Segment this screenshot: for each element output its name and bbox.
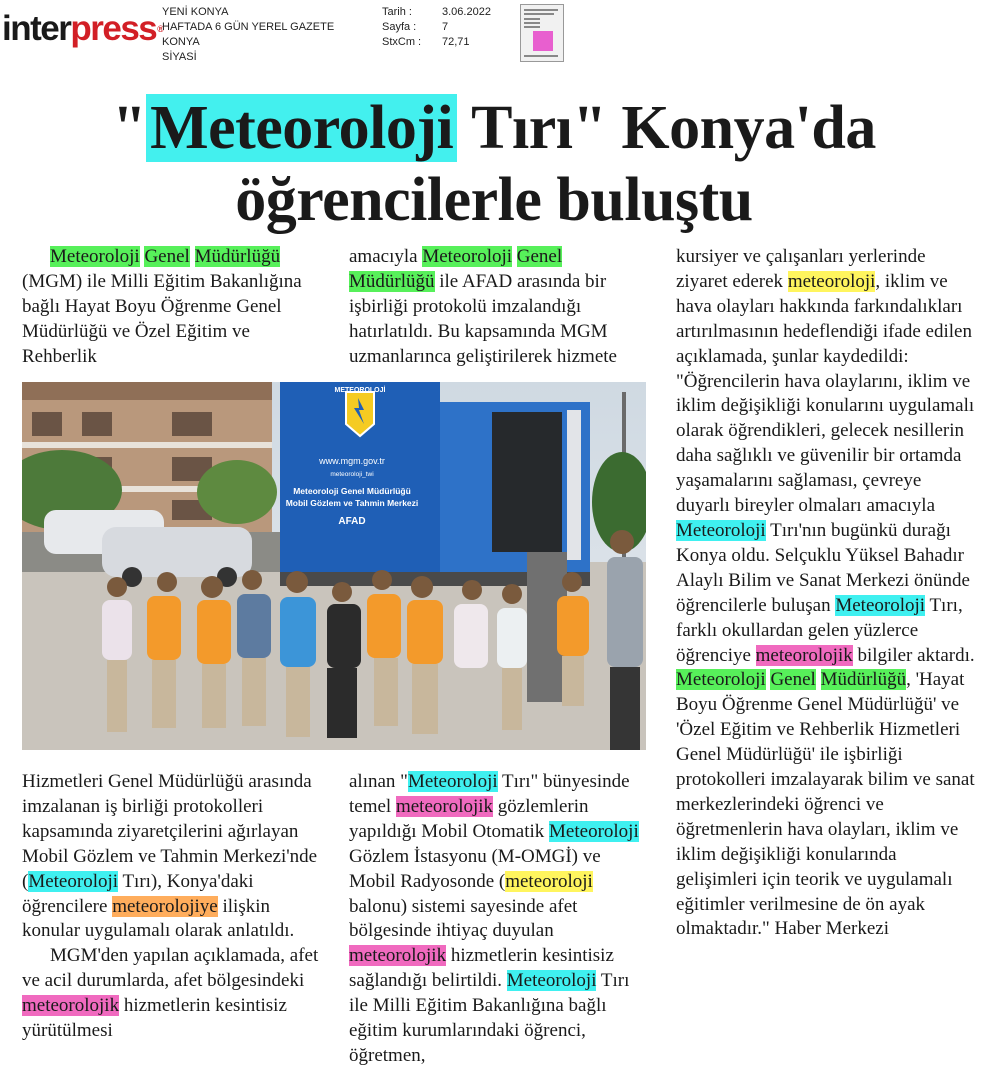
page-thumbnail[interactable] [520, 4, 564, 62]
keyword-highlight: Meteoroloji [676, 519, 766, 541]
keyword-highlight: meteorolojik [755, 644, 853, 666]
body-text: Gözlem İstasyonu (M-OMGİ) ve Mobil Radyosonde ( [349, 845, 601, 892]
keyword-highlight: Meteoroloji [835, 594, 926, 616]
body-text: Hizmetleri Genel Müdürlüğü arasında imzalanan iş birliği protokolleri kapsamında ziyaretçilerini ağırlayan Mobil Gözlem ve Tahmin Merkezi'nde ( [22, 771, 318, 892]
body-text: alınan " [349, 771, 408, 792]
truck-afad: AFAD [338, 516, 366, 527]
article-title: "Meteoroloji Tırı" Konya'da öğrencilerle buluştu [0, 92, 988, 236]
publication-frequency: HAFTADA 6 GÜN YEREL GAZETE [162, 21, 335, 33]
stxcm-label: StxCm : [382, 36, 422, 48]
body-text [816, 669, 821, 690]
truck-url: www.mgm.gov.tr [319, 456, 385, 466]
column-2-bottom [349, 770, 649, 1069]
body-text: Tırı ile Milli Eğitim Bakanlığına bağlı eğitim kurumlarındaki öğrenci, öğretmen, [349, 970, 630, 1066]
keyword-highlight: Meteoroloji [407, 771, 498, 792]
keyword-highlight: Meteoroloji [422, 246, 513, 267]
body-text: gözlemlerin yapıldığı Mobil Otomatik [349, 795, 589, 842]
body-text [190, 246, 195, 267]
body-text: ilişkin konular uygulamalı olarak anlatıldı. [22, 895, 295, 942]
column-1-bottom [22, 770, 322, 1044]
keyword-highlight: Meteoroloji [549, 820, 639, 842]
title-highlight: Meteoroloji [146, 94, 457, 162]
body-text: , 'Hayat Boyu Öğrenme Genel Müdürlüğü' ve 'Özel Eğitim ve Rehberlik Hizmetleri Genel Müdürlüğü' ile işbirliği protokolleri imzalayarak bilim ve sanat merkezlerindeki öğrenci ve öğretmenlerin hava olayları, iklim ve iklim değişikliği konularında gelişimleri için teorik ve uygulamalı eğitimler verilmesine de ön ayak olmaktadır." Haber Merkezi [676, 669, 975, 940]
date-value: 3.06.2022 [442, 6, 491, 18]
body-text: Tırı'nın bugünkü durağı Konya oldu. Selçuklu Yüksel Bahadır Alaylı Bilim ve Sanat Merkezi önünde öğrencilerle buluşan [676, 519, 970, 616]
body-text: , iklim ve hava olayları hakkında farkındalıkları artırılmasının hedeflendiği ifade edilen açıklamada, şunlar kaydedildi: "Öğrencilerin hava olaylarını, iklim ve iklim değişikliği konularını uygulamalı olarak öğrendikleri, gelecek nesillerin daha sağlıklı ve güvenilir bir ortamda yaşamalarını sağlaması, çevreye duyarlı bireyler olmaları amacıyla [676, 270, 975, 517]
keyword-highlight: Genel [770, 669, 816, 691]
column-1-top [22, 245, 322, 370]
body-text: ile AFAD arasında bir işbirliği protokolü imzalandığı hatırlatıldı. Bu kapsamında MGM uzmanlarınca geliştirilerek hizmete [349, 270, 617, 367]
keyword-highlight: Genel [144, 246, 190, 267]
keyword-highlight: meteorolojik [395, 795, 494, 817]
article-photo [22, 382, 646, 750]
body-text: kursiyer ve çalışanları yerlerinde ziyaret ederek [676, 246, 926, 292]
body-text: hizmetlerin kesintisiz sağlandığı belirtildi. [349, 945, 614, 992]
keyword-highlight: meteoroloji [505, 870, 593, 892]
body-text: MGM'den yapılan açıklamada, afet ve acil durumlarda, afet bölgesindeki [22, 945, 319, 992]
body-text: Tırı, farklı okullardan gelen yüzlerce öğrenciye [676, 594, 963, 666]
body-text: (MGM) ile Milli Eğitim Bakanlığına bağlı Hayat Boyu Öğrenme Genel Müdürlüğü ve Özel Eğitim ve Rehberlik [22, 270, 302, 367]
publication-info [162, 5, 334, 65]
page-value: 7 [442, 21, 449, 33]
keyword-highlight: Meteoroloji [676, 669, 766, 691]
keyword-highlight: Meteoroloji [28, 870, 119, 892]
keyword-highlight: Meteoroloji [506, 970, 597, 992]
publication-name: YENİ KONYA [162, 6, 229, 18]
body-text: Tırı), Konya'daki öğrencilere [22, 870, 254, 917]
title-line-2: öğrencilerle buluştu [235, 166, 753, 234]
clipping-details [382, 5, 491, 50]
page-label: Sayfa : [382, 21, 417, 33]
keyword-highlight: Meteoroloji [50, 246, 140, 267]
clipping-header [0, 0, 988, 64]
column-2-top [349, 245, 649, 370]
date-label: Tarih : [382, 6, 412, 18]
body-text: bilgiler aktardı. [852, 644, 975, 666]
keyword-highlight: meteorolojik [22, 995, 120, 1017]
keyword-highlight: meteoroloji [787, 270, 876, 292]
keyword-highlight: Müdürlüğü [349, 270, 435, 292]
truck-line-1: Meteoroloji Genel Müdürlüğü [293, 486, 411, 496]
keyword-highlight: meteorolojiye [112, 895, 218, 917]
truck-logo-text: METEOROLOJİ [334, 387, 386, 394]
body-text: hizmetlerin kesintisiz yürütülmesi [22, 995, 287, 1042]
publication-city: KONYA [162, 36, 200, 48]
truck-social: meteoroloji_twi [330, 471, 374, 478]
publication-category: SİYASİ [162, 51, 197, 63]
keyword-highlight: meteorolojik [349, 945, 447, 967]
keyword-highlight: Müdürlüğü [820, 669, 907, 691]
keyword-highlight: Genel [516, 246, 563, 267]
keyword-highlight: Müdürlüğü [194, 246, 281, 267]
truck-line-2: Mobil Gözlem ve Tahmin Merkezi [285, 498, 419, 508]
stxcm-value: 72,71 [442, 36, 470, 48]
body-text: balonu) sistemi sayesinde afet bölgesinde ihtiyaç duyulan [349, 895, 578, 942]
column-3 [676, 245, 976, 942]
body-text: Tırı" bünyesinde temel [349, 771, 630, 817]
body-text: amacıyla [349, 246, 423, 267]
interpress-logo: interpress® [2, 9, 163, 48]
